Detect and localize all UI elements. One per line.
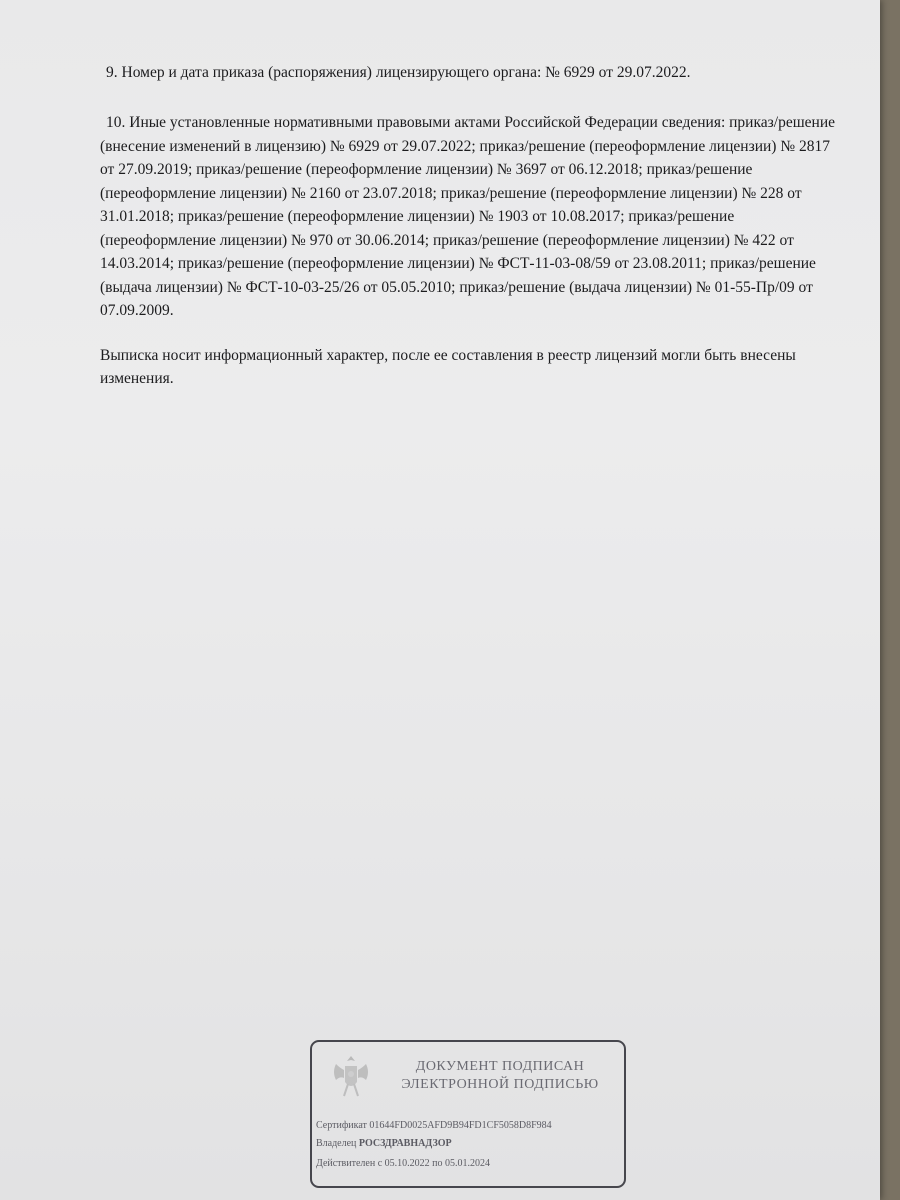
stamp-title-line-1: ДОКУМЕНТ ПОДПИСАН [415, 1059, 585, 1074]
stamp-title-line-2: ЭЛЕКТРОННОЙ ПОДПИСЬЮ [401, 1077, 599, 1092]
owner-label: Владелец [316, 1138, 359, 1149]
certificate-validity: Действителен с 05.10.2022 по 05.01.2024 [316, 1158, 490, 1169]
electronic-signature-stamp [310, 1040, 626, 1188]
certificate-owner [316, 1138, 452, 1149]
coat-of-arms-icon [326, 1050, 376, 1106]
owner-value: РОСЗДРАВНАДЗОР [358, 1138, 452, 1149]
certificate-number: Сертификат 01644FD0025AFD9B94FD1CF5058D8F984 [316, 1120, 552, 1131]
stamp-title [390, 1058, 610, 1094]
item-9-order-number: 9. Номер и дата приказа (распоряжения) лицензирующего органа: № 6929 от 29.07.2022. [106, 64, 691, 81]
disclaimer-note: Выписка носит информационный характер, после ее составления в реестр лицензий могли быть внесены изменения. [100, 346, 796, 387]
document-body [100, 58, 840, 391]
item-10-other-information: 10. Иные установленные нормативными правовыми актами Российской Федерации сведения: приказ/решение (внесение изменений в лицензию) № 6929 от 29.07.2022; приказ/решение (переоформление лицензии) № 2817 от 27.09.2019; приказ/решение (переоформление лицензии) № 3697 от 06.12.2018; приказ/решение (переоформление лицензии) № 2160 от 23.07.2018; приказ/решение (переоформление лицензии) № 228 от 31.01.2018; приказ/решение (переоформление лицензии) № 1903 от 10.08.2017; приказ/решение (переоформление лицензии) № 970 от 30.06.2014; приказ/решение (переоформление лицензии) № 422 от 14.03.2014; приказ/решение (переоформление лицензии) № ФСТ-11-03-08/59 от 23.08.2011; приказ/решение (выдача лицензии) № ФСТ-10-03-25/26 от 05.05.2010; приказ/решение (выдача лицензии) № 01-55-Пр/09 от 07.09.2009. [100, 114, 835, 319]
